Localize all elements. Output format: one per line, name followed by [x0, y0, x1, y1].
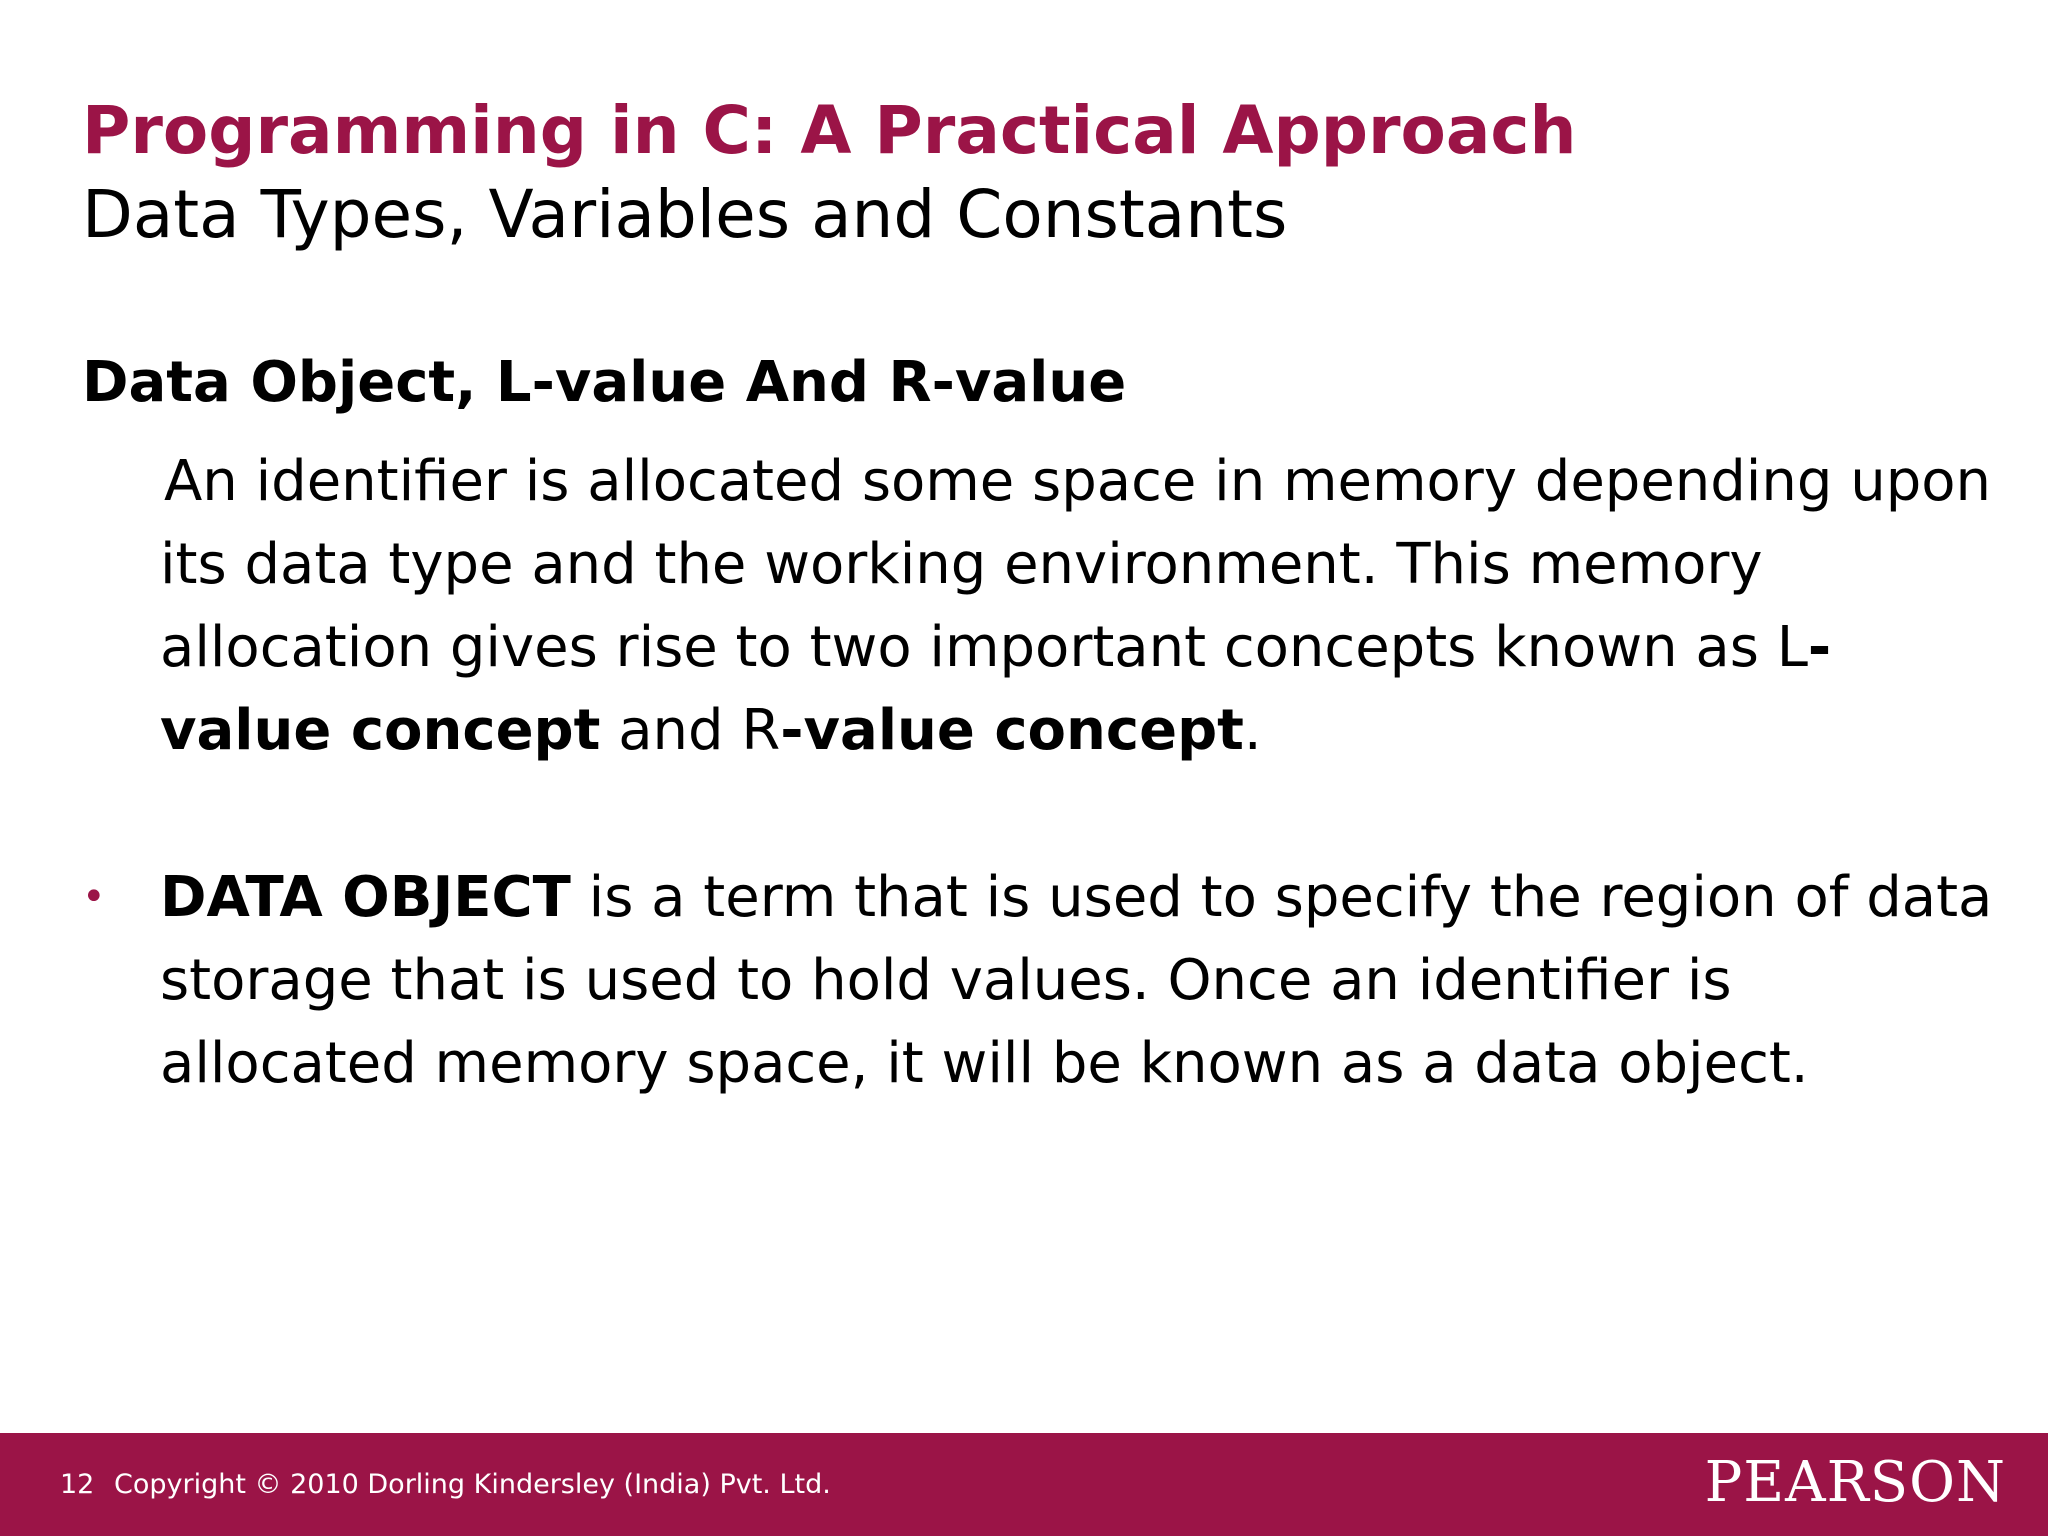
bullet-body: is a term that is used to specify the region of data storage that is used to hold values. Once an identifier is allocated memory space, it will be known as a data object.: [160, 865, 1993, 1096]
paragraph-text-2: and R: [600, 698, 781, 763]
r-value-term: -value concept: [780, 698, 1244, 763]
copyright-notice: Copyright © 2010 Dorling Kindersley (India) Pvt. Ltd.: [114, 1469, 831, 1500]
footer-bar: [0, 1433, 2048, 1536]
page-number: 12: [60, 1469, 95, 1500]
section-heading: Data Object, L-value And R-value: [82, 350, 1127, 415]
paragraph-text-3: .: [1243, 698, 1262, 763]
pearson-logo-text: PEARSON: [1704, 1450, 2006, 1515]
paragraph-text-1: An identifier is allocated some space in memory depending upon its data type and the working environment. This memory allocation gives rise to two important concepts known as L: [160, 449, 1991, 680]
slide-subtitle: Data Types, Variables and Constants: [82, 176, 1288, 253]
slide-title: Programming in C: A Practical Approach: [82, 92, 1577, 169]
l-value-term: -value concept: [160, 615, 1832, 763]
intro-paragraph: [160, 440, 2000, 772]
bullet-text: [160, 856, 2000, 1105]
bullet-icon: •: [82, 874, 106, 920]
pearson-logo: [1704, 1450, 2006, 1515]
data-object-term: DATA OBJECT: [160, 865, 571, 930]
